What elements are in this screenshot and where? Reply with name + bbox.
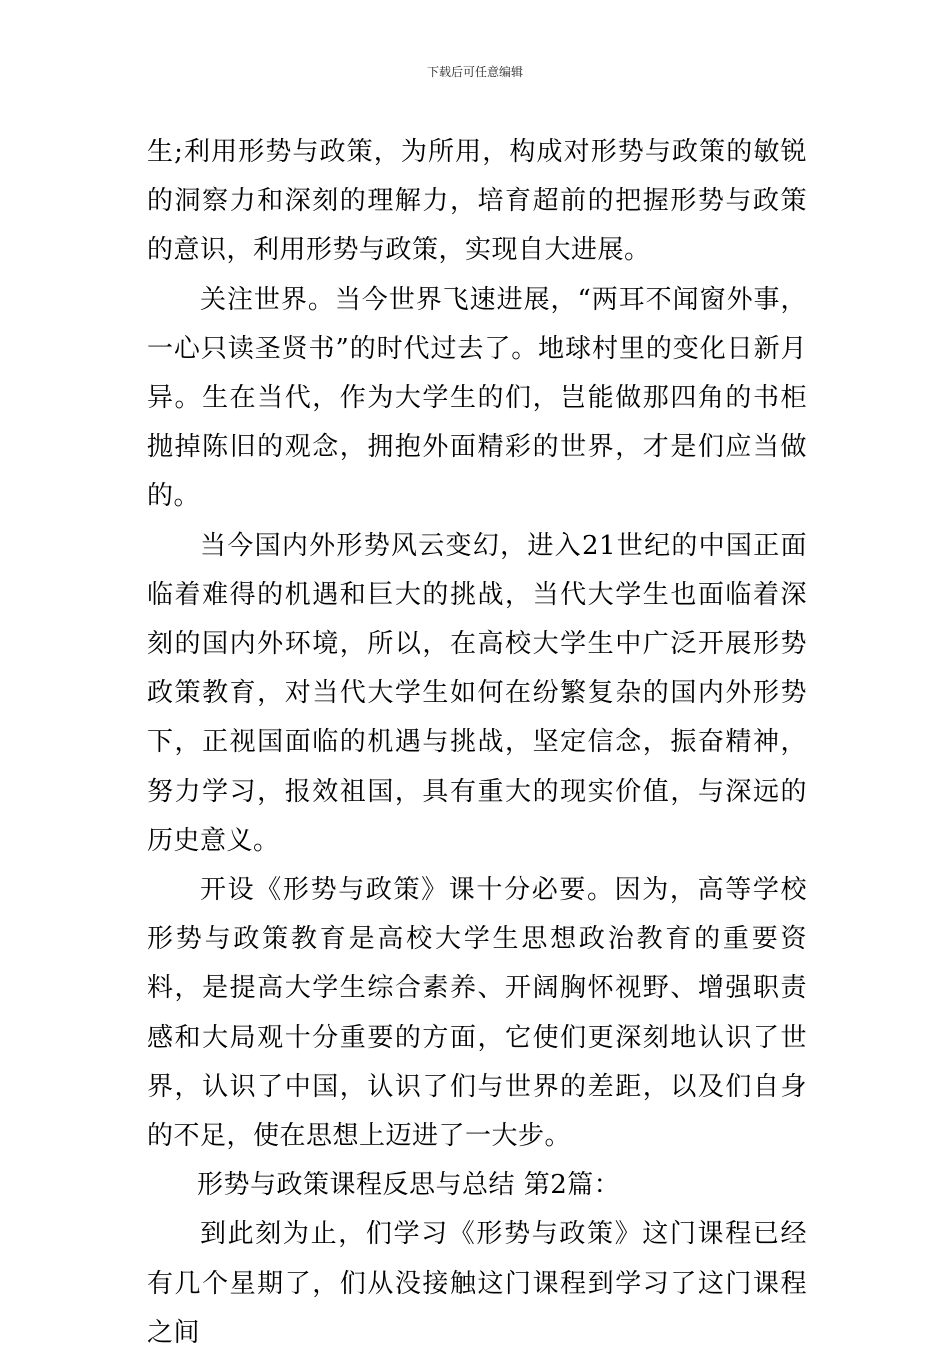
paragraph-course: 开设《形势与政策》课十分必要。因为，高等学校形势与政策教育是高校大学生思想政治教育的重要资料，是提高大学生综合素养、开阔胸怀视野、增强职责感和大局观十分重要的方面，它使们更深刻地认识了世界，认识了中国，认识了们与世界的差距，以及们自身的不足，使在思想上迈进了一大步。 [147,875,807,1152]
page-header: 下载后可任意编辑 [426,65,523,79]
document-body [147,128,807,1358]
paragraph-situation: 当今国内外形势风云变幻，进入21世纪的中国正面临着难得的机遇和巨大的挑战，当代大学生也面临着深刻的国内外环境，所以，在高校大学生中广泛开展形势政策教育，对当代大学生如何在纷繁复杂的国内外形势下，正视国面临的机遇与挑战，坚定信念，振奋精神，努力学习，报效祖国，具有重大的现实价值，与深远的历史意义。 [147,530,807,856]
paragraph-reflection: 到此刻为止，们学习《形势与政策》这门课程已经有几个星期了，们从没接触这门课程到学习了这门课程之间 [147,1219,807,1348]
paragraph-world: 关注世界。当今世界飞速进展，“两耳不闻窗外事，一心只读圣贤书”的时代过去了。地球村里的变化日新月异。生在当代，作为大学生的们，岂能做那四角的书柜抛掉陈旧的观念，拥抱外面精彩的世界，才是们应当做的。 [147,284,807,512]
section-heading: 形势与政策课程反思与总结 第2篇： [197,1170,621,1201]
paragraph-continuation: 生;利用形势与政策，为所用，构成对形势与政策的敏锐的洞察力和深刻的理解力，培育超前的把握形势与政策的意识，利用形势与政策，实现自大进展。 [147,137,807,266]
